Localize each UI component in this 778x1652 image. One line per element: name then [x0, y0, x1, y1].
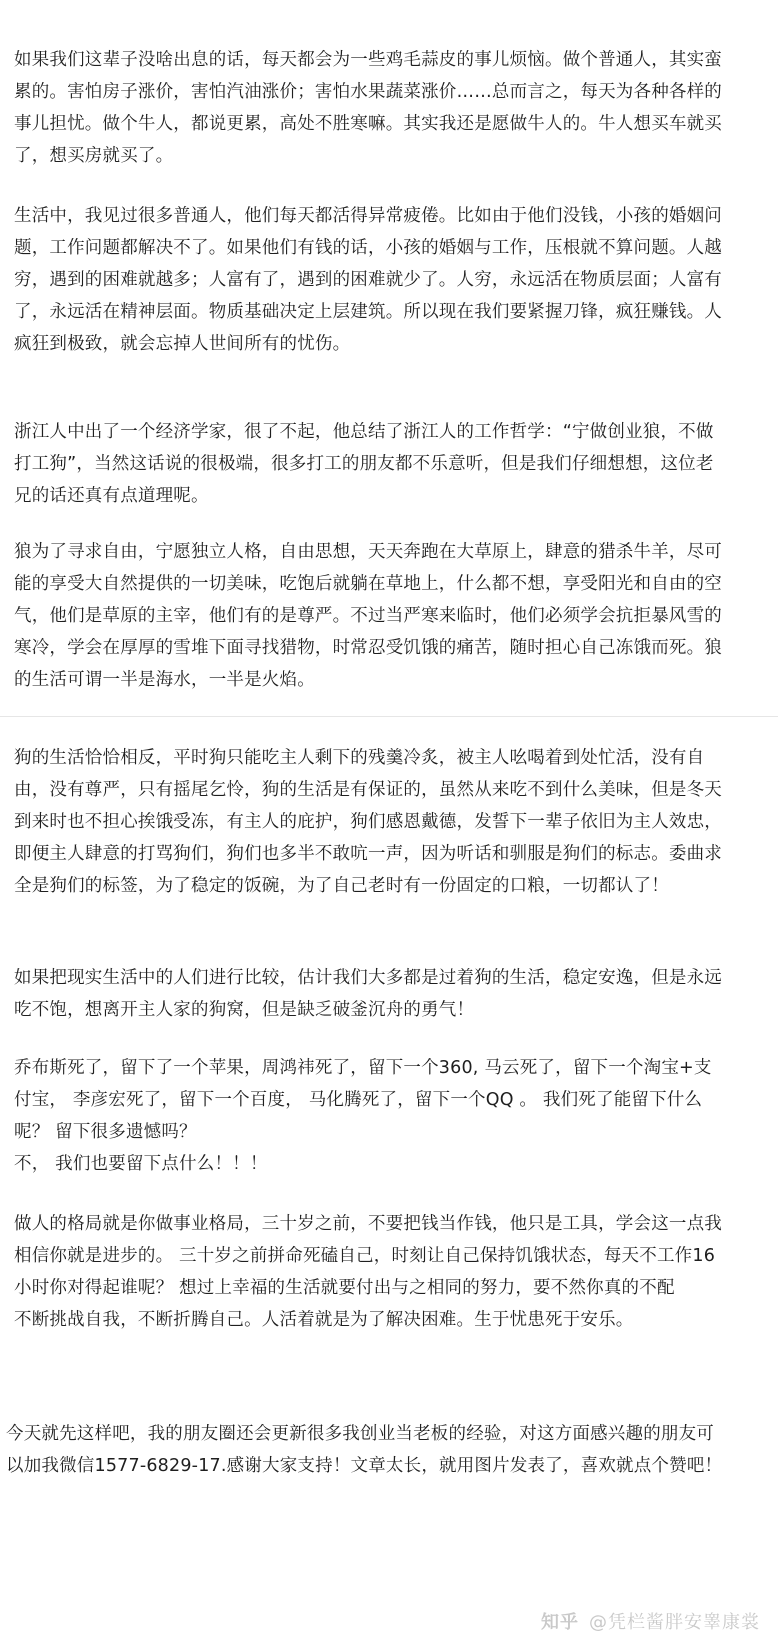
- paragraph-1: 如果我们这辈子没啥出息的话，每天都会为一些鸡毛蒜皮的事儿烦恼。做个普通人，其实蛮累的。害怕房子涨价，害怕汽油涨价；害怕水果蔬菜涨价……总而言之，每天为各种各样的事儿担忧。做个牛人，都说更累，高处不胜寒嘛。其实我还是愿做牛人的。牛人想买车就买了，想买房就买了。: [14, 50, 722, 166]
- paragraph-5: 狗的生活恰恰相反，平时狗只能吃主人剩下的残羹冷炙，被主人吆喝着到处忙活，没有自由，没有尊严，只有摇尾乞怜，狗的生活是有保证的，虽然从来吃不到什么美味，但是冬天到来时也不担心挨饿受冻，有主人的庇护，狗们感恩戴德，发誓下一辈子依旧为主人效忠，即便主人肆意的打骂狗们，狗们也多半不敢吭一声，因为听话和驯服是狗们的标志。委曲求全是狗们的标签，为了稳定的饭碗，为了自己老时有一份固定的口粮，一切都认了！: [14, 748, 722, 896]
- paragraph-6: 如果把现实生活中的人们进行比较，估计我们大多都是过着狗的生活，稳定安逸，但是永远吃不饱，想离开主人家的狗窝，但是缺乏破釜沉舟的勇气！: [14, 968, 722, 1020]
- paragraph-3: 浙江人中出了一个经济学家，很了不起，他总结了浙江人的工作哲学：“宁做创业狼，不做打工狗”，当然这话说的很极端，很多打工的朋友都不乐意听，但是我们仔细想想，这位老兄的话还真有点道理呢。: [14, 422, 714, 506]
- paragraph-2: 生活中，我见过很多普通人，他们每天都活得异常疲倦。比如由于他们没钱，小孩的婚姻问题，工作问题都解决不了。如果他们有钱的话，小孩的婚姻与工作，压根就不算问题。人越穷，遇到的困难就越多；人富有了，遇到的困难就少了。人穷，永远活在物质层面；人富有了，永远活在精神层面。物质基础决定上层建筑。所以现在我们要紧握刀锋，疯狂赚钱。人疯狂到极致，就会忘掉人世间所有的忧伤。: [14, 206, 722, 354]
- watermark: [541, 1608, 760, 1634]
- paragraph-8: 做人的格局就是你做事业格局，三十岁之前，不要把钱当作钱，他只是工具，学会这一点我相信你就是进步的。 三十岁之前拼命死磕自己，时刻让自己保持饥饿状态，每天不工作16小时你对得起谁呢？ 想过上幸福的生活就要付出与之相同的努力，要不然你真的不配 不断挑战自我，不断折腾自己。人活着就是为了解决困难。生于忧患死于安乐。: [14, 1214, 722, 1330]
- section-divider: [0, 716, 778, 717]
- paragraph-7: 乔布斯死了，留下了一个苹果，周鸿祎死了，留下一个360, 马云死了，留下一个淘宝+支付宝， 李彦宏死了，留下一个百度， 马化腾死了，留下一个QQ 。 我们死了能留下什么呢？ 留下很多遗憾吗？ 不， 我们也要留下点什么！！！: [14, 1058, 712, 1174]
- watermark-author: @凭栏酱胖安睾康裳: [589, 1612, 760, 1633]
- paragraph-4: 狼为了寻求自由，宁愿独立人格，自由思想，天天奔跑在大草原上，肆意的猎杀牛羊，尽可能的享受大自然提供的一切美味，吃饱后就躺在草地上，什么都不想，享受阳光和自由的空气，他们是草原的主宰，他们有的是尊严。不过当严寒来临时，他们必须学会抗拒暴风雪的寒冷，学会在厚厚的雪堆下面寻找猎物，时常忍受饥饿的痛苦，随时担心自己冻饿而死。狼的生活可谓一半是海水，一半是火焰。: [14, 542, 722, 690]
- zhihu-logo: 知乎: [541, 1612, 579, 1633]
- paragraph-9: 今天就先这样吧，我的朋友圈还会更新很多我创业当老板的经验，对这方面感兴趣的朋友可以加我微信1577-6829-17.感谢大家支持！文章太长，就用图片发表了，喜欢就点个赞吧！: [6, 1424, 723, 1476]
